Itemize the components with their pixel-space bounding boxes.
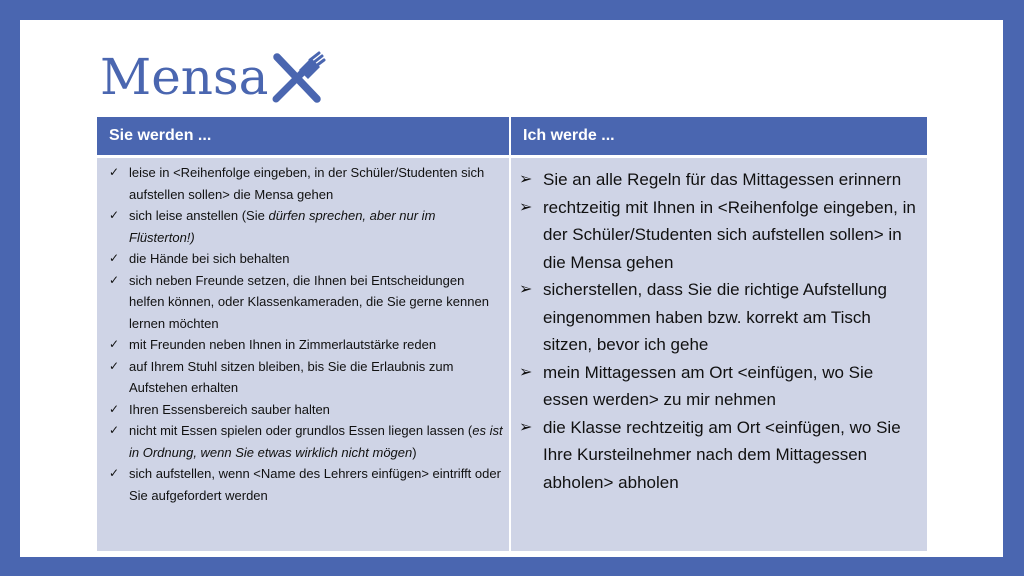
list-item-text: auf Ihrem Stuhl sitzen bleiben, bis Sie die Erlaubnis zum Aufstehen erhalten	[129, 358, 454, 395]
list-item-text: die Hände bei sich behalten	[129, 251, 290, 266]
check-icon: ✓	[109, 165, 120, 179]
list-item-text: mit Freunden neben Ihnen in Zimmerlautstärke reden	[129, 337, 437, 352]
list-item	[109, 356, 503, 399]
page-title: Mensa	[100, 48, 269, 106]
student-rules-list	[97, 162, 509, 506]
list-item-emphasis: dürfen sprechen, aber nur im Flüsterton!)	[129, 208, 436, 245]
check-icon: ✓	[109, 401, 120, 416]
check-icon: ✓	[109, 423, 120, 437]
list-item-text: leise in <Reihenfolge eingeben, in der Schüler/Studenten sich aufstellen sollen> die Mensa gehen	[129, 165, 485, 202]
list-item-text: die Klasse rechtzeitig am Ort <einfügen, wo Sie Ihre Kursteilnehmer nach dem Mittagessen abholen> abholen	[543, 417, 901, 492]
list-item	[519, 359, 919, 414]
list-item	[519, 276, 919, 359]
list-item	[109, 270, 503, 335]
rules-table	[97, 117, 927, 551]
list-item	[109, 334, 503, 356]
cutlery-icon	[268, 50, 326, 108]
list-item	[109, 248, 503, 270]
header-you-will: Sie werden ...	[97, 117, 509, 155]
arrow-bullet-icon: ➢	[519, 418, 533, 436]
slide	[20, 20, 1003, 557]
arrow-bullet-icon: ➢	[519, 171, 533, 188]
list-item-text: Sie an alle Regeln für das Mittagessen erinnern	[543, 170, 902, 189]
list-item	[519, 194, 919, 277]
check-icon: ✓	[109, 337, 120, 351]
list-item	[109, 205, 503, 248]
list-item-text: nicht mit Essen spielen oder grundlos Essen liegen lassen (	[129, 423, 473, 438]
check-icon: ✓	[109, 251, 120, 265]
check-icon: ✓	[109, 358, 120, 373]
check-icon: ✓	[109, 466, 120, 480]
list-item-text: mein Mittagessen am Ort <einfügen, wo Sie essen werden> zu mir nehmen	[543, 362, 874, 409]
list-item-emphasis: es ist in Ordnung, wenn Sie etwas wirklich nicht mögen	[129, 423, 503, 460]
arrow-bullet-icon: ➢	[519, 363, 533, 381]
list-item	[519, 166, 919, 194]
header-rule	[97, 155, 927, 158]
list-item	[109, 162, 503, 205]
header-i-will: Ich werde ...	[511, 117, 927, 155]
check-icon: ✓	[109, 208, 120, 222]
list-item-text: sich aufstellen, wenn <Name des Lehrers einfügen> eintrifft oder Sie aufgefordert werden	[129, 466, 501, 503]
list-item-text: rechtzeitig mit Ihnen in <Reihenfolge eingeben, in der Schüler/Studenten sich aufstellen sollen> in die Mensa gehen	[543, 197, 916, 272]
arrow-bullet-icon: ➢	[519, 198, 533, 216]
teacher-commitments-list	[511, 166, 927, 496]
list-item	[109, 463, 503, 506]
arrow-bullet-icon: ➢	[519, 281, 533, 298]
list-item	[109, 399, 503, 421]
check-icon: ✓	[109, 272, 120, 287]
list-item	[519, 414, 919, 497]
list-item-text: sich leise anstellen (Sie	[129, 208, 269, 223]
list-item-text: sich neben Freunde setzen, die Ihnen bei Entscheidungen helfen können, oder Klassenkameraden, die Sie gerne kennen lernen möchten	[129, 272, 489, 331]
list-item	[109, 420, 503, 463]
list-item-text: sicherstellen, dass Sie die richtige Aufstellung eingenommen haben bzw. korrekt am Tisch sitzen, bevor ich gehe	[543, 280, 887, 354]
list-item-text-end: )	[412, 444, 417, 460]
list-item-text: Ihren Essensbereich sauber halten	[129, 401, 330, 417]
